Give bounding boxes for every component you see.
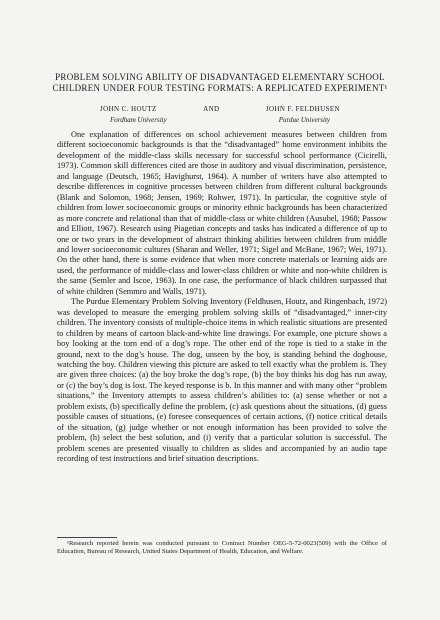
footnote: ¹Research reported herein was conducted pursuant to Contract Number OEG-5-72-0023(509) with the Office of Education, Bureau of Research, United States Department of Health, Education, and Welfare.: [57, 540, 387, 556]
affiliation-purdue: Purdue University: [278, 116, 330, 124]
author-feldhusen: JOHN F. FELDHUSEN: [265, 105, 340, 113]
affiliation-line: [100, 116, 340, 124]
footnote-divider: [57, 537, 117, 538]
article-title: PROBLEM SOLVING ABILITY OF DISADVANTAGED ELEMENTARY SCHOOL CHILDREN UNDER FOUR TESTING FORMATS: A REPLICATED EXPERIMENT¹: [52, 72, 388, 93]
paragraph-2: The Purdue Elementary Problem Solving Inventory (Feldhusen, Houtz, and Ringenbach, 1972) was developed to measure the emerging problem solving skills of “disadvantaged,” inner-city children. The inventory consists of multiple-choice items in which realistic situations are presented to children by means of cartoon black-and-white line drawings. For example, one picture shows a boy looking at the torn end of a dog’s rope. The other end of the rope is tied to a stake in the ground, next to the dog’s house. The dog, unseen by the boy, is standing behind the doghouse, watching the boy. Children viewing this picture are asked to tell exactly what the problem is. They are given three choices: (a) the boy broke the dog’s rope, (b) the boy thinks his dog has run away, or (c) the boy’s dog is lost. The keyed response is b. In this manner and with many other “problem situations,” the Inventory attempts to assess children’s abilities to: (a) sense whether or not a problem exists, (b) specifically define the problem, (c) ask questions about the situations, (d) guess possible causes of situations, (e) foresee consequences of certain actions, (f) notice critical details of the situation, (g) judge whether or not enough information has been provided to solve the problem, (h) select the best solution, and (i) verify that a particular solution is successful. The problem scenes are presented visually to children as slides and accompanied by an audio tape recording of test instructions and brief situation descriptions.: [57, 297, 387, 464]
author-line: [100, 105, 340, 113]
affiliation-fordham: Fordham University: [110, 116, 167, 124]
author-conjunction: AND: [203, 105, 220, 113]
author-houtz: JOHN C. HOUTZ: [100, 105, 157, 113]
paragraph-1: One explanation of differences on school achievement measures between children from different socioeconomic backgrounds is that the “disadvantaged” home environment inhibits the development of the middle-class skills necessary for successful school performance (Cicirelli, 1973). Common skill differences cited are those in auditory and visual discrimination, persistence, and language (Deutsch, 1965; Havighurst, 1964). A number of writers have also attempted to describe differences in cognitive processes between children from different cultural backgrounds (Blank and Solomon, 1968; Jensen, 1969; Rohwer, 1971). In particular, the cognitive style of children from lower socioeconomic groups or minority ethnic backgrounds has been characterized as more concrete and relational than that of middle-class or white children (Ausubel, 1968; Passow and Elliott, 1967). Research using Piagetian concepts and tasks has indicated a difference of up to one or two years in the development of abstract thinking abilities between children from middle and lower socioeconomic cultures (Sharan and Weller, 1971; Sigel and McBane, 1967; Wei, 1971). On the other hand, there is some evidence that when more concrete materials or learning aids are used, the performance of middle-class and lower-class children or white and non-white children is the same (Semler and Iscoe, 1963). In one case, the performance of black children surpassed that of white children (Semmro and Walls, 1971).: [57, 130, 387, 296]
article-body: [57, 130, 387, 465]
